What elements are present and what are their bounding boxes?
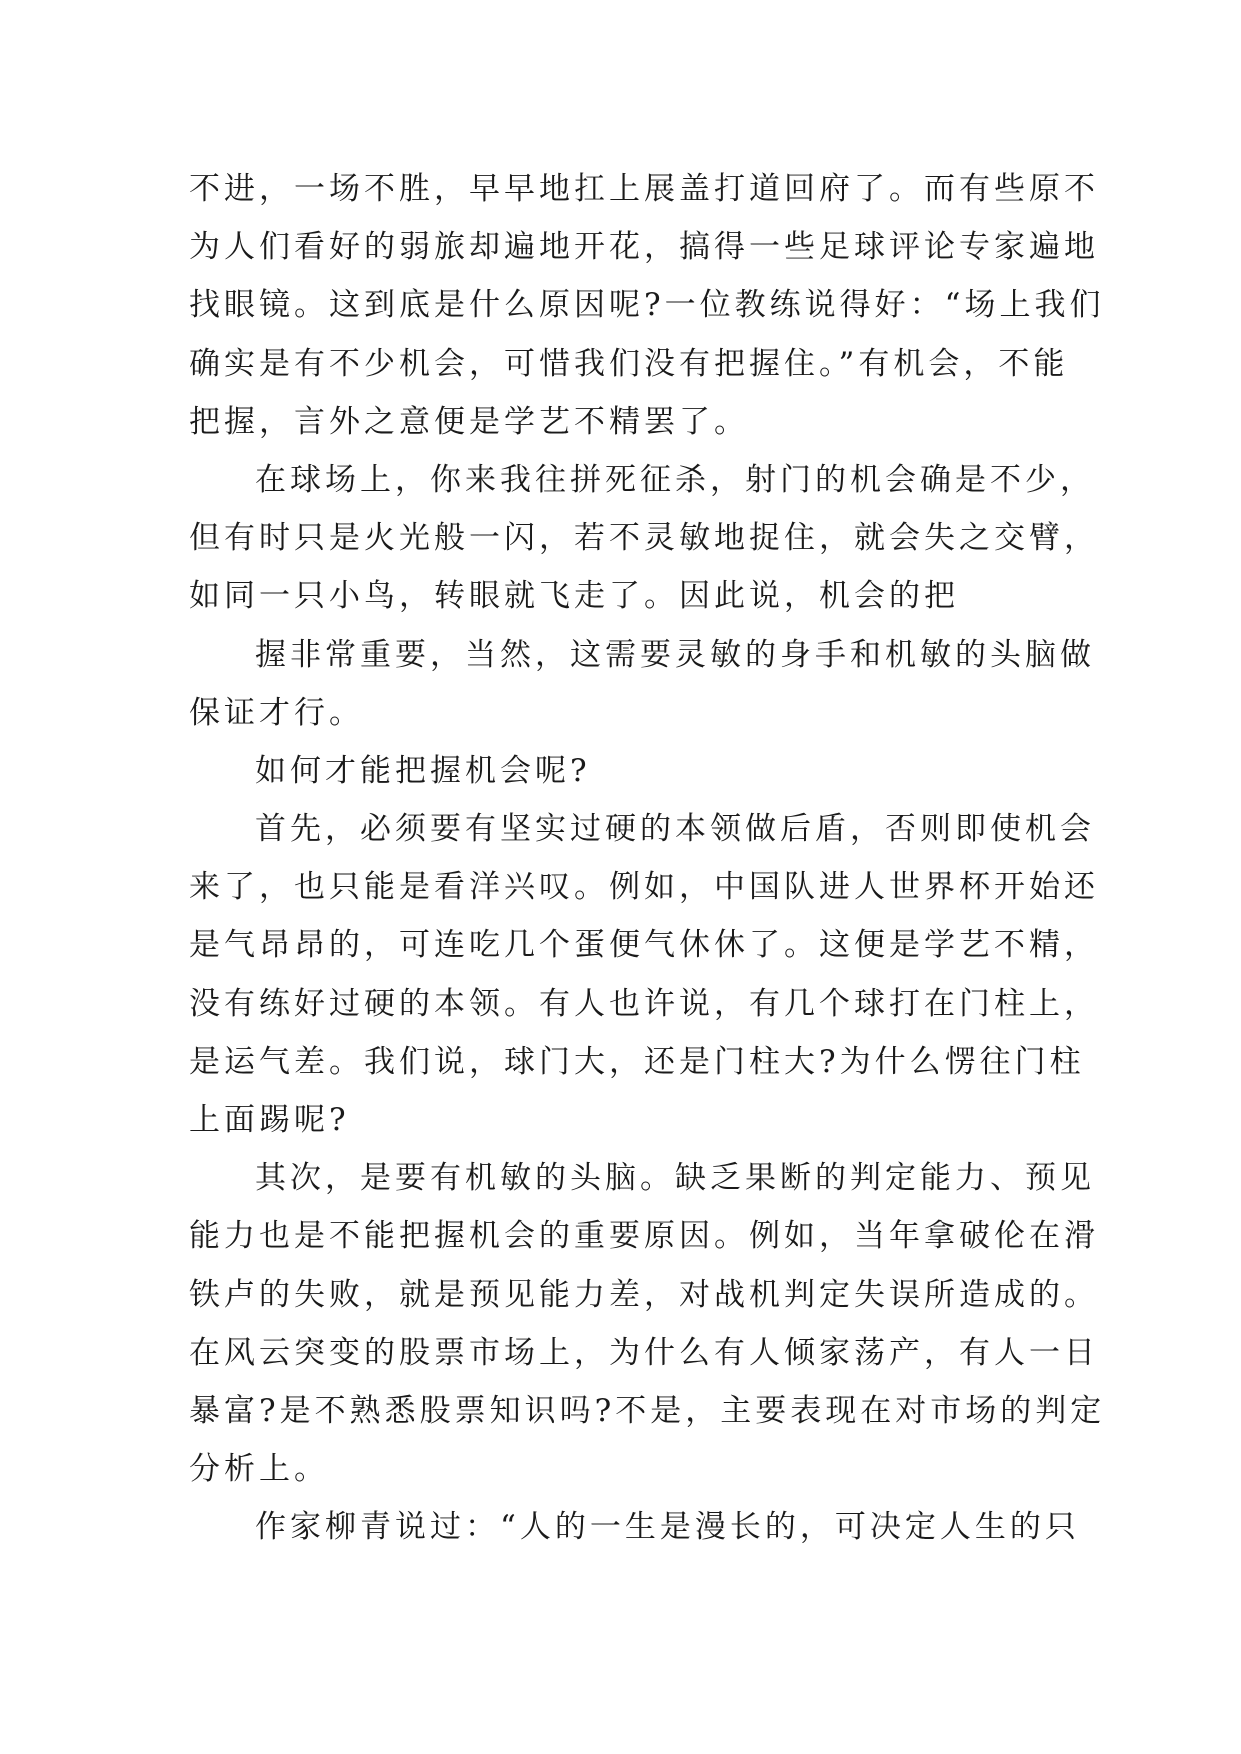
text-line: 确实是有不少机会，可惜我们没有把握住。”有机会，不能 [189, 345, 1069, 382]
text-line: 暴富?是不熟悉股票知识吗?不是，主要表现在对市场的判定 [189, 1392, 1106, 1429]
text-line: 没有练好过硬的本领。有人也许说，有几个球打在门柱上， [189, 985, 1099, 1022]
text-line: 是运气差。我们说，球门大，还是门柱大?为什么愣往门柱 [189, 1043, 1085, 1080]
text-line: 铁卢的失败，就是预见能力差，对战机判定失误所造成的。 [189, 1276, 1099, 1313]
text-line: 在风云突变的股票市场上，为什么有人倾家荡产，有人一日 [189, 1334, 1099, 1371]
text-line: 找眼镜。这到底是什么原因呢?一位教练说得好：“场上我们 [189, 287, 1105, 324]
text-line: 但有时只是火光般一闪，若不灵敏地捉住，就会失之交臂， [189, 520, 1099, 557]
paragraph-start-line: 其次，是要有机敏的头脑。缺乏果断的判定能力、预见 [255, 1160, 1095, 1197]
text-line: 保证才行。 [189, 694, 364, 731]
text-line: 不进，一场不胜，早早地扛上展盖打道回府了。而有些原不 [189, 171, 1099, 207]
text-line: 能力也是不能把握机会的重要原因。例如，当年拿破伦在滑 [189, 1218, 1099, 1255]
text-line: 来了，也只能是看洋兴叹。例如，中国队进人世界杯开始还 [189, 869, 1099, 906]
text-line: 把握，言外之意便是学艺不精罢了。 [189, 403, 749, 440]
text-line: 是气昂昂的，可连吃几个蛋便气休休了。这便是学艺不精， [189, 927, 1099, 964]
text-line: 如同一只小鸟，转眼就飞走了。因此说，机会的把 [189, 578, 959, 615]
paragraph-start-line: 首先，必须要有坚实过硬的本领做后盾，否则即使机会 [255, 811, 1095, 848]
paragraph-start-line: 如何才能把握机会呢? [255, 752, 591, 789]
paragraph-start-line: 在球场上，你来我往拼死征杀，射门的机会确是不少， [255, 461, 1095, 498]
text-line: 上面踢呢? [189, 1102, 350, 1138]
body-text [189, 160, 1106, 1557]
paragraph-start-line: 握非常重要，当然，这需要灵敏的身手和机敏的头脑做 [255, 636, 1095, 673]
text-line: 分析上。 [189, 1451, 329, 1488]
paragraph-start-line: 作家柳青说过：“人的一生是漫长的，可决定人生的只 [255, 1509, 1080, 1546]
text-line: 为人们看好的弱旅却遍地开花，搞得一些足球评论专家遍地 [189, 229, 1099, 266]
